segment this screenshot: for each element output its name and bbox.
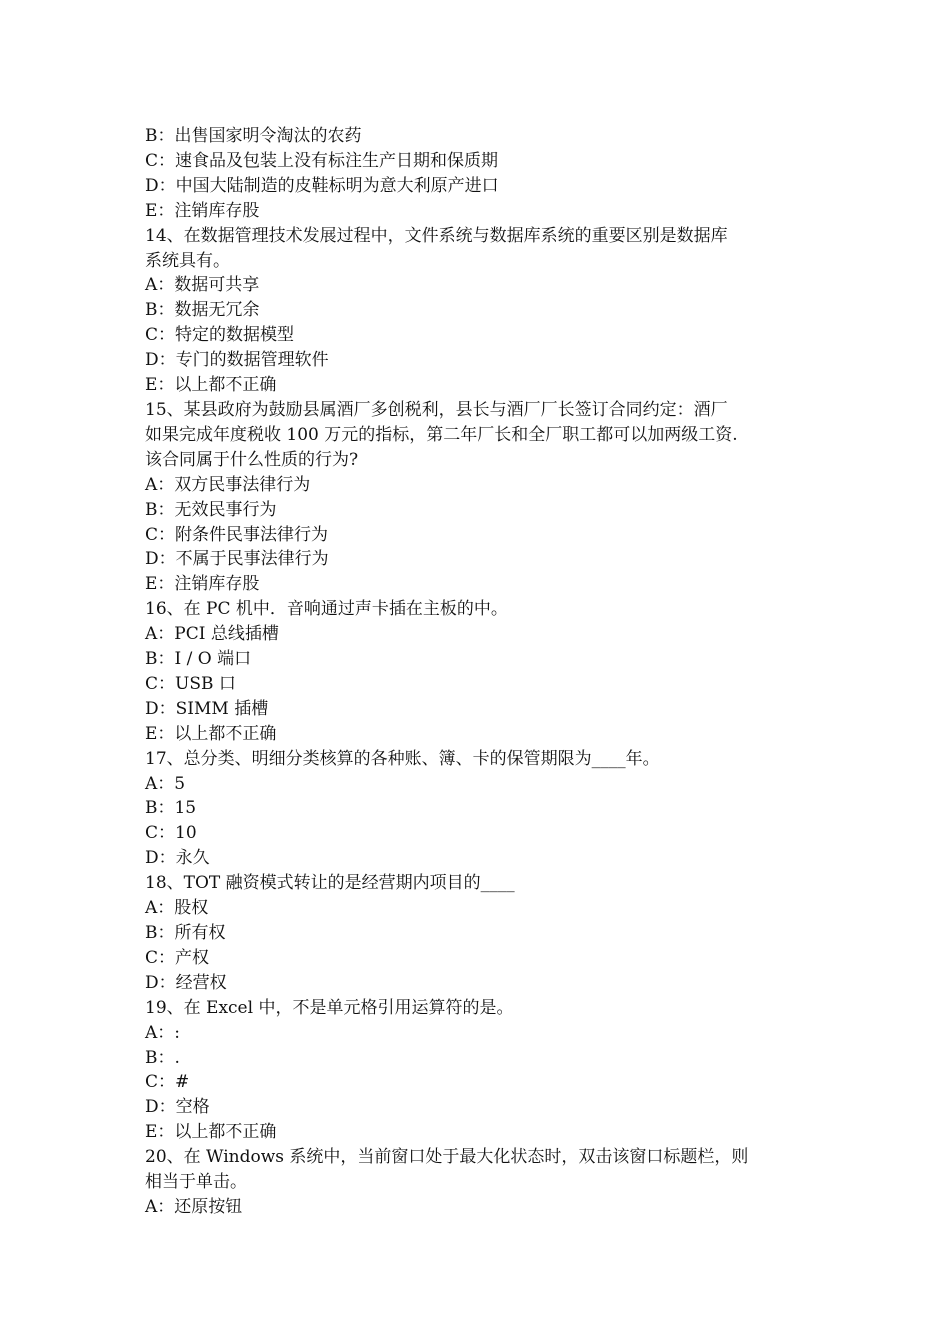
option-line: B：所有权 — [145, 923, 226, 943]
option-line: A：股权 — [145, 898, 209, 919]
option-line: E：注销库存股 — [145, 574, 260, 595]
option-line: A：PCI 总线插槽 — [145, 624, 279, 645]
option-line: B：I / O 端口 — [145, 649, 252, 670]
question-line: 17、总分类、明细分类核算的各种账、簿、卡的保管期限为____年。 — [145, 748, 660, 769]
option-line: D：SIMM 插槽 — [145, 698, 269, 719]
option-line: D：永久 — [145, 848, 210, 869]
option-line: B：数据无冗余 — [145, 300, 260, 321]
question-line: 18、TOT 融资模式转让的是经营期内项目的____ — [145, 873, 515, 894]
question-line: 系统具有。 — [145, 250, 230, 271]
option-line: D：中国大陆制造的皮鞋标明为意大利原产进口 — [145, 175, 499, 196]
question-line: 15、某县政府为鼓励县属酒厂多创税利，县长与酒厂厂长签订合同约定：酒厂 — [145, 399, 728, 420]
option-line: C：特定的数据模型 — [145, 325, 295, 346]
option-line: C：附条件民事法律行为 — [145, 524, 329, 545]
question-line: 20、在 Windows 系统中，当前窗口处于最大化状态时，双击该窗口标题栏，则 — [145, 1147, 749, 1168]
option-line: E：注销库存股 — [145, 200, 260, 221]
option-line: E：以上都不正确 — [145, 723, 277, 744]
option-line: B：出售国家明令淘汰的农药 — [145, 126, 362, 146]
option-line: C：10 — [145, 823, 197, 844]
option-line: A：双方民事法律行为 — [145, 474, 311, 495]
option-line: B：. — [145, 1047, 180, 1068]
option-line: C：# — [145, 1072, 190, 1093]
option-line: C：USB 口 — [145, 673, 236, 694]
option-line: C：速食品及包装上没有标注生产日期和保质期 — [145, 150, 499, 171]
question-line: 14、在数据管理技术发展过程中，文件系统与数据库系统的重要区别是数据库 — [145, 225, 728, 246]
option-line: A：5 — [145, 773, 186, 794]
document-body — [145, 124, 815, 1220]
option-line: B：15 — [145, 798, 197, 819]
question-line: 该合同属于什么性质的行为? — [145, 449, 359, 470]
option-line: D：经营权 — [145, 972, 227, 993]
question-line: 如果完成年度税收 100 万元的指标，第二年厂长和全厂职工都可以加两级工资. — [145, 424, 738, 445]
option-line: A：数据可共享 — [145, 275, 260, 296]
option-line: E：以上都不正确 — [145, 375, 277, 396]
question-line: 16、在 PC 机中．音响通过声卡插在主板的中。 — [145, 599, 508, 620]
option-line: D：专门的数据管理软件 — [145, 350, 329, 371]
question-line: 相当于单击。 — [145, 1172, 247, 1193]
option-line: D：空格 — [145, 1097, 210, 1118]
option-line: D：不属于民事法律行为 — [145, 549, 329, 570]
option-line: A：: — [145, 1022, 181, 1043]
option-line: C：产权 — [145, 947, 210, 968]
option-line: A：还原按钮 — [145, 1196, 243, 1217]
question-line: 19、在 Excel 中，不是单元格引用运算符的是。 — [145, 997, 514, 1018]
option-line: E：以上都不正确 — [145, 1122, 277, 1143]
option-line: B：无效民事行为 — [145, 499, 277, 520]
